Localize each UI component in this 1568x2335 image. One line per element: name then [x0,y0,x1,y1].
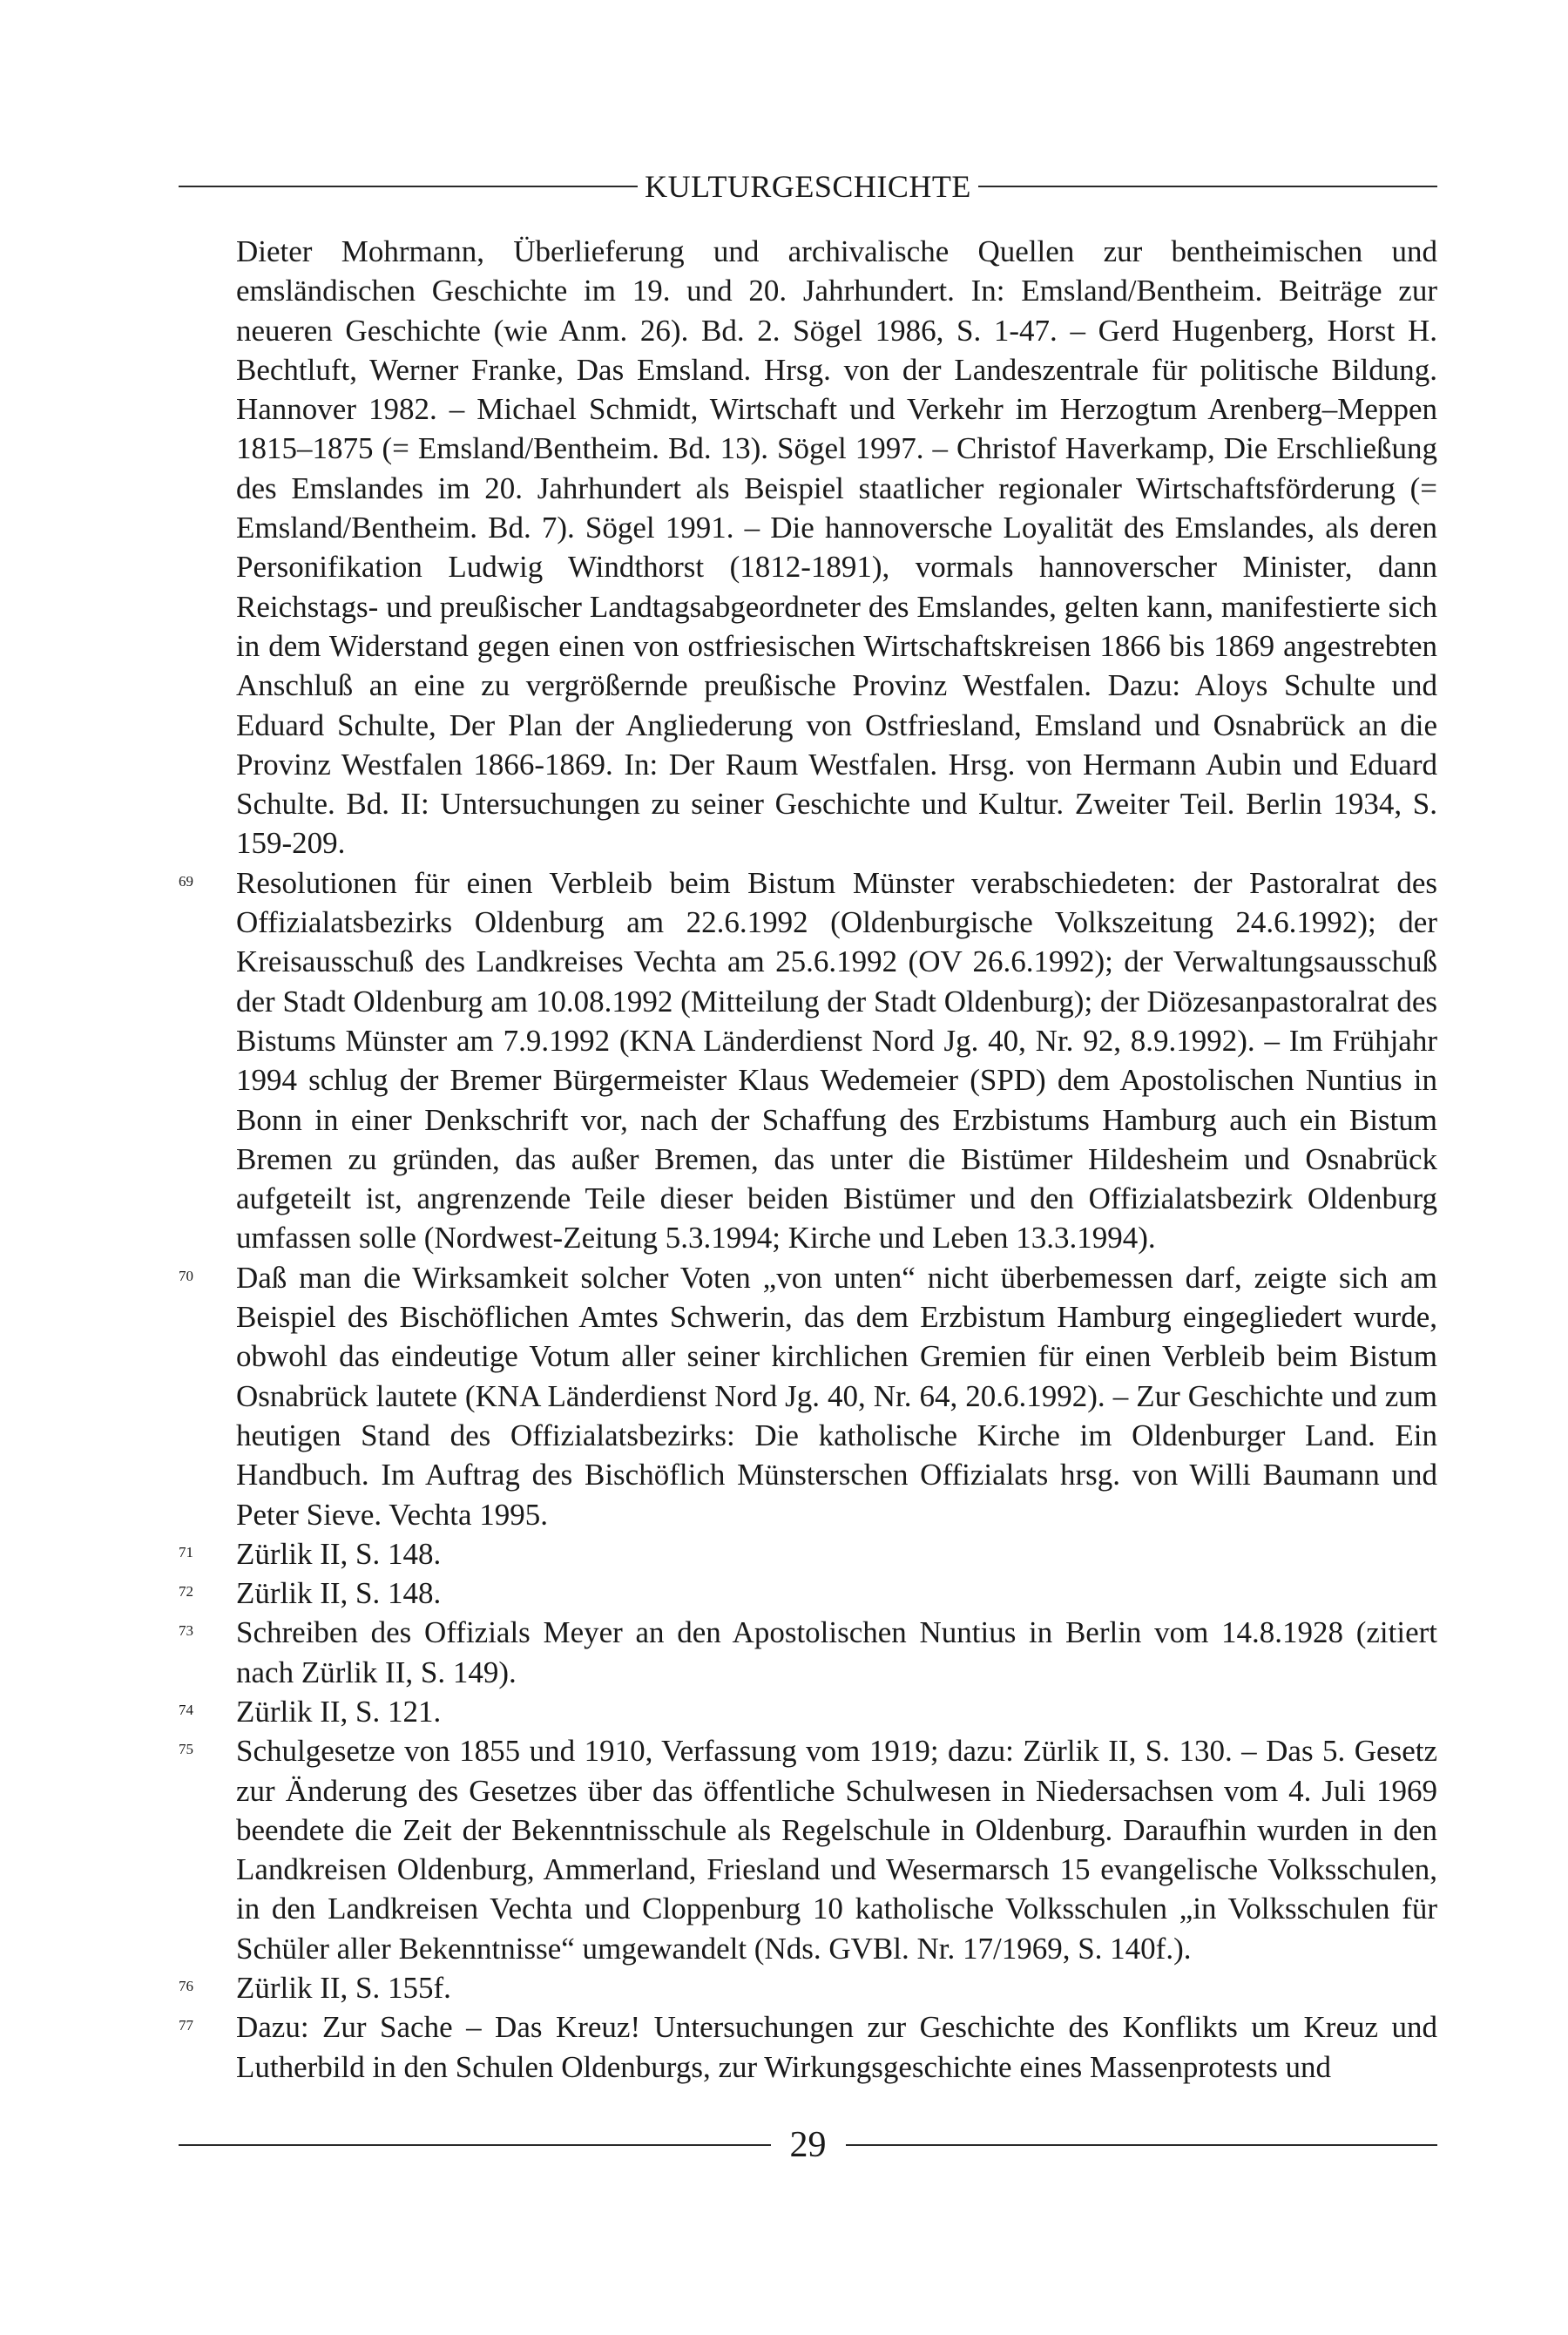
footnote-69 [179,863,1437,1258]
footnote-76 [179,1968,1437,2007]
page-footer [179,2127,1437,2163]
footnote-text: Dazu: Zur Sache – Das Kreuz! Untersuchungen zur Geschichte des Konflikts um Kreuz und Lutherbild in den Schulen Oldenburgs, zur Wirkungsgeschichte eines Massenprotests und [236,2010,1437,2084]
footnote-text: Schreiben des Offizials Meyer an den Apostolischen Nuntius in Berlin vom 14.8.1928 (zitiert nach Zürlik II, S. 149). [236,1615,1437,1689]
footnote-text: Zürlik II, S. 148. [236,1576,442,1611]
footnote-number: 74 [179,1701,193,1718]
running-header [179,171,1437,202]
footnote-number: 70 [179,1267,193,1284]
footer-rule-left [179,2144,771,2146]
header-rule-right [978,186,1437,187]
footer-rule-right [846,2144,1438,2146]
footnote-74 [179,1692,1437,1731]
footnote-text: Schulgesetze von 1855 und 1910, Verfassung vom 1919; dazu: Zürlik II, S. 130. – Das 5. Gesetz zur Änderung des Gesetzes über das öffentliche Schulwesen in Niedersachsen vom 4. Juli 1969 beendete die Zeit der Bekenntnisschule als Regelschule in Oldenburg. Daraufhin wurden in den Landkreisen Oldenburg, Ammerland, Friesland und Wesermarsch 15 evangelische Volksschulen, in den Landkreisen Vechta und Cloppenburg 10 katholische Volksschulen „in Volksschulen für Schüler aller Bekenntnisse“ umgewandelt (Nds. GVBl. Nr. 17/1969, S. 140f.). [236,1734,1437,1966]
footnote-number: 73 [179,1622,193,1640]
footnote-73 [179,1613,1437,1692]
footnote-71 [179,1534,1437,1574]
footnote-continuation [179,232,1437,863]
footnote-number: 76 [179,1978,193,1995]
footnote-text: Dieter Mohrmann, Überlieferung und archivalische Quellen zur bentheimischen und emsländischen Geschichte im 19. und 20. Jahrhundert. In: Emsland/Bentheim. Beiträge zur neueren Geschichte (wie Anm. 26). Bd. 2. Sögel 1986, S. 1-47. – Gerd Hugenberg, Horst H. Bechtluft, Werner Franke, Das Emsland. Hrsg. von der Landeszentrale für politische Bildung. Hannover 1982. – Michael Schmidt, Wirtschaft und Verkehr im Herzogtum Arenberg–Meppen 1815–1875 (= Emsland/Bentheim. Bd. 13). Sögel 1997. – Christof Haverkamp, Die Erschließung des Emslandes im 20. Jahrhundert als Beispiel staatlicher regionaler Wirtschaftsförderung (= Emsland/Bentheim. Bd. 7). Sögel 1991. – Die hannoversche Loyalität des Emslandes, als deren Personifikation Ludwig Windthorst (1812-1891), vormals hannoverscher Minister, dann Reichstags- und preußischer Landtagsabgeordneter des Emslandes, gelten kann, manifestierte sich in dem Widerstand gegen einen von ostfriesischen Wirtschaftskreisen 1866 bis 1869 angestrebten Anschluß an eine zu vergrößernde preußische Provinz Westfalen. Dazu: Aloys Schulte und Eduard Schulte, Der Plan der Angliederung von Ostfriesland, Emsland und Osnabrück an die Provinz Westfalen 1866-1869. In: Der Raum Westfalen. Hrsg. von Hermann Aubin und Eduard Schulte. Bd. II: Untersuchungen zu seiner Geschichte und Kultur. Zweiter Teil. Berlin 1934, S. 159-209. [236,234,1437,861]
footnote-number: 69 [179,872,193,890]
footnotes-block [179,232,1437,2087]
footnote-number: 71 [179,1543,193,1560]
footnote-77 [179,2007,1437,2087]
footnote-text: Daß man die Wirksamkeit solcher Voten „von unten“ nicht überbemessen darf, zeigte sich am Beispiel des Bischöflichen Amtes Schwerin, das dem Erzbistum Hamburg eingegliedert wurde, obwohl das eindeutige Votum aller seiner kirchlichen Gremien für einen Verbleib beim Bistum Osnabrück lautete (KNA Länderdienst Nord Jg. 40, Nr. 64, 20.6.1992). – Zur Geschichte und zum heutigen Stand des Offizialatsbezirks: Die katholische Kirche im Oldenburger Land. Ein Handbuch. Im Auftrag des Bischöflich Münsterschen Offizialats hrsg. von Willi Baumann und Peter Sieve. Vechta 1995. [236,1260,1437,1532]
page-number: 29 [789,2125,827,2165]
footnote-text: Zürlik II, S. 148. [236,1536,442,1571]
footnote-text: Resolutionen für einen Verbleib beim Bistum Münster verabschiedeten: der Pastoralrat des Offizialatsbezirks Oldenburg am 22.6.1992 (Oldenburgische Volkszeitung 24.6.1992); der Kreisausschuß des Landkreises Vechta am 25.6.1992 (OV 26.6.1992); der Verwaltungsausschuß der Stadt Oldenburg am 10.08.1992 (Mitteilung der Stadt Oldenburg); der Diözesanpastoralrat des Bistums Münster am 7.9.1992 (KNA Länderdienst Nord Jg. 40, Nr. 92, 8.9.1992). – Im Frühjahr 1994 schlug der Bremer Bürgermeister Klaus Wedemeier (SPD) dem Apostolischen Nuntius in Bonn in einer Denkschrift vor, nach der Schaffung des Erzbistums Hamburg auch ein Bistum Bremen zu gründen, das außer Bremen, das unter die Bistümer Hildesheim und Osnabrück aufgeteilt ist, angrenzende Teile dieser beiden Bistümer und den Offizialatsbezirk Oldenburg umfassen solle (Nordwest-Zeitung 5.3.1994; Kirche und Leben 13.3.1994). [236,865,1437,1255]
running-header-title: KULTURGESCHICHTE [645,169,971,204]
footnote-number: 72 [179,1583,193,1601]
footnote-number: 75 [179,1741,193,1758]
footnote-text: Zürlik II, S. 155f. [236,1971,451,2006]
footnote-number: 77 [179,2017,193,2034]
footnote-75 [179,1731,1437,1968]
header-rule-left [179,186,638,187]
footnote-text: Zürlik II, S. 121. [236,1694,442,1729]
footnote-70 [179,1258,1437,1534]
footnote-72 [179,1574,1437,1613]
